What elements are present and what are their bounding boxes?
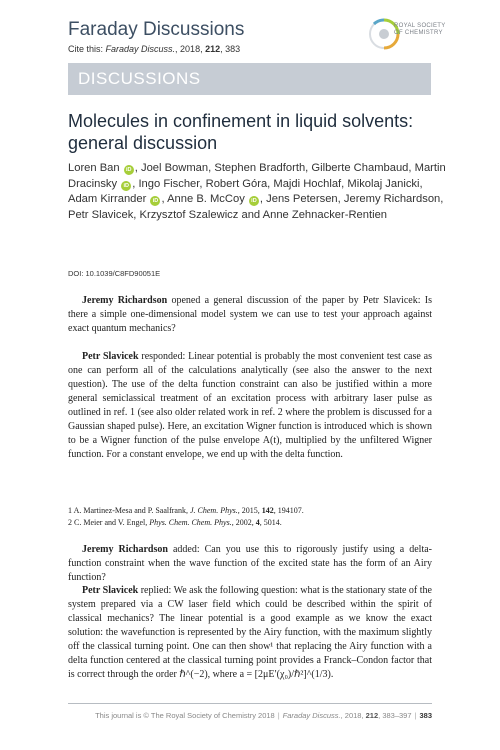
author-name: Petr Slavicek	[68, 208, 134, 221]
author-name: Gilberte Chambaud	[311, 162, 409, 174]
page-number: 383	[419, 711, 432, 720]
journal-title: Faraday Discussions	[68, 19, 245, 40]
author-name: Ingo Fischer	[138, 177, 200, 190]
author-name: Jeremy Richardson	[343, 193, 441, 205]
discussion-paragraph-1: Jeremy Richardson opened a general discussion of the paper by Petr Slavicek: Is there a simple one-dimensional model system we can use to test your approach against exact quantum mechanics?	[68, 295, 432, 334]
author-name: Majdi Hochlaf	[273, 177, 342, 190]
section-label: DISCUSSIONS	[78, 69, 201, 88]
discussion-paragraph-4: Petr Slavicek replied: We ask the following question: what is the stationary state of the system prepared via a CW laser field which could be described within the spirit of classical mechanics? The linear potential is a good example as we know the exact solution: the wavefunction is represented by the Airy function, with the maximum slightly off the classical turning point. One can then show¹ that replacing the Airy function with a delta function centered at the classical turning point provides a Franck–Condon factor that is correct through the order ℏ^(−2), where a = [2μE′(χ₀)/ℏ²]^(1/3).	[68, 585, 432, 680]
reference-list	[68, 505, 432, 528]
footer-divider	[68, 703, 432, 704]
orcid-icon[interactable]: iD	[150, 196, 160, 206]
rsc-logo-text: ROYAL SOCIETY OF CHEMISTRY	[394, 23, 446, 36]
discussion-paragraph-3: Jeremy Richardson added: Can you use this to rigorously justify using a delta-function constraint when the wave function of the excited state has the form of an Airy function?	[68, 544, 432, 583]
doi[interactable]: DOI: 10.1039/C8FD90051E	[68, 269, 161, 278]
author-name: Anne Zehnacker-Rentien	[262, 208, 388, 221]
orcid-icon[interactable]: iD	[124, 165, 134, 175]
orcid-icon[interactable]: iD	[121, 181, 131, 191]
paper-title: Molecules in confinement in liquid solvents: general discussion	[68, 111, 414, 153]
reference-item: 2 C. Meier and V. Engel, Phys. Chem. Chem. Phys., 2002, 4, 5014.	[68, 517, 282, 527]
author-name: Anne B. McCoy	[167, 193, 245, 205]
author-list: Loren Ban iD , Joel Bowman, Stephen Bradforth, Gilberte Chambaud, Martin Dracinsky iD , Ingo Fischer, Robert Góra, Majdi Hochlaf, Mikolaj Janicki, Adam Kirrander iD , Anne B. McCoy iD , Jens Petersen, Jeremy Richardson, Petr Slavicek, Krzysztof Szalewicz and Anne Zehnacker-Rentien	[68, 162, 446, 221]
orcid-icon[interactable]: iD	[249, 196, 259, 206]
author-name: Krzysztof Szalewicz	[139, 208, 239, 221]
discussion-paragraph-2: Petr Slavicek responded: Linear potential is probably the most convenient test case as one can perform all of the calculations analytically (see also the answer to the next question). The use of the delta function constraint can also be justified within a more general semiclassical treatment of an excitation process with arbitrary laser pulse as outlined in ref. 1 (see also older related work in ref. 2 where the problem is discussed for a Gaussian shaped pulse). Here, an excitation Wigner function is introduced which is shown to be a Wigner function of the pulse envelope A(t), multiplied by the unfiltered Wigner function. For a constant envelope, we end up with the delta function.	[68, 351, 432, 460]
page-footer: This journal is © The Royal Society of Chemistry 2018 | Faraday Discuss., 2018, 212, 383–397 | 383	[95, 711, 432, 720]
author-name: Jens Petersen	[266, 193, 338, 205]
reference-item: 1 A. Martinez-Mesa and P. Saalfrank, J. Chem. Phys., 2015, 142, 194107.	[68, 506, 304, 515]
author-name: Adam Kirrander	[68, 193, 147, 205]
cite-line: Cite this: Faraday Discuss., 2018, 212, 383	[68, 44, 241, 54]
author-name: Joel Bowman	[140, 162, 209, 174]
author-name: Loren Ban	[68, 162, 120, 174]
author-name: Stephen Bradforth	[214, 162, 306, 174]
author-name: Mikolaj Janicki	[347, 177, 420, 190]
section-band	[68, 63, 431, 95]
author-name: Martin Dracinsky	[68, 162, 446, 190]
author-name: Robert Góra	[205, 177, 268, 190]
